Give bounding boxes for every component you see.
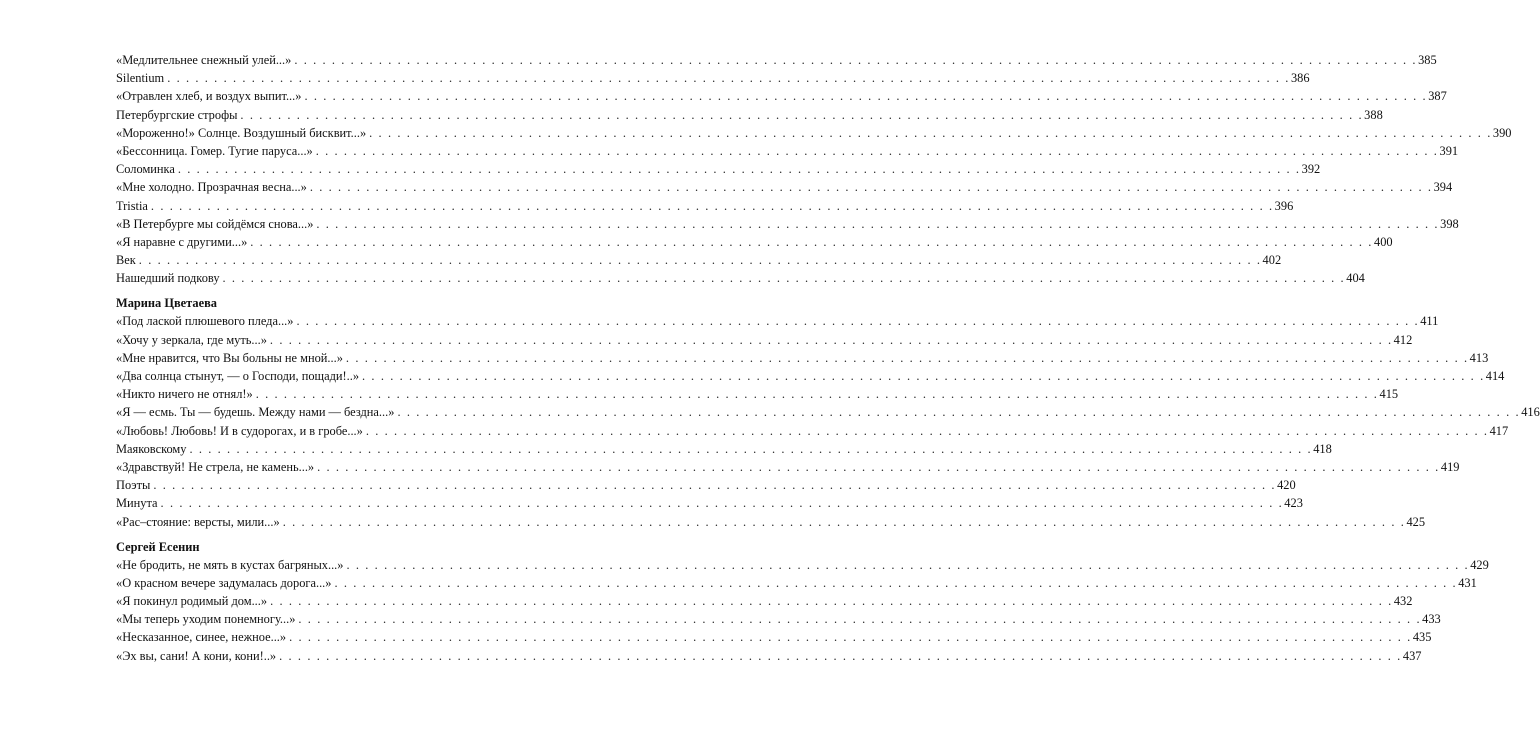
entry-title: Tristia xyxy=(116,198,148,213)
entry-title: «Я — есмь. Ты — будешь. Между нами — бездна...» xyxy=(116,405,395,420)
entry-page-number: 404 xyxy=(1346,271,1365,286)
entry-page-number: 433 xyxy=(1422,612,1441,627)
entry-title: «Не бродить, не мять в кустах багряных...» xyxy=(116,557,344,572)
entry-title: «Под лаской плюшевого пледа...» xyxy=(116,314,294,329)
entry-title: «Никто ничего не отнял!» xyxy=(116,387,253,402)
section-heading: Сергей Есенин xyxy=(116,539,200,554)
entry-title: Нашедший подкову xyxy=(116,271,220,286)
dot-leader: . . . . . . . . . . . . . . . . . . . . . . . . . . . . . . . . . . . . . . . . . . . . . . . . . . . . . . . . . . . . . . . . . . . . . . . . . . . . . . . . . . . . . . . . . . . . . . . . . . . . . . . . . . . . . . . . . . . . . . . . xyxy=(167,71,1290,86)
toc-entry xyxy=(116,124,1512,142)
toc-entry xyxy=(116,403,1540,421)
toc-entry xyxy=(116,422,1509,440)
entry-title: Петербургские строфы xyxy=(116,107,238,122)
dot-leader: . . . . . . . . . . . . . . . . . . . . . . . . . . . . . . . . . . . . . . . . . . . . . . . . . . . . . . . . . . . . . . . . . . . . . . . . . . . . . . . . . . . . . . . . . . . . . . . . . . . . . . . . . . . . . . . . . . . . . . . . xyxy=(177,162,1301,177)
entry-title: Silentium xyxy=(116,71,165,86)
toc-entry xyxy=(116,556,1489,574)
dot-leader: . . . . . . . . . . . . . . . . . . . . . . . . . . . . . . . . . . . . . . . . . . . . . . . . . . . . . . . . . . . . . . . . . . . . . . . . . . . . . . . . . . . . . . . . . . . . . . . . . . . . . . . . . . . . . . . . . . . . . . . . xyxy=(282,514,1406,529)
entry-page-number: 414 xyxy=(1485,369,1505,383)
toc-entry xyxy=(116,160,1321,178)
toc-entry xyxy=(116,106,1383,124)
entry-title: «Рас–стояние: версты, мили...» xyxy=(116,514,280,529)
entry-page-number: 429 xyxy=(1470,557,1489,572)
dot-leader: . . . . . . . . . . . . . . . . . . . . . . . . . . . . . . . . . . . . . . . . . . . . . . . . . . . . . . . . . . . . . . . . . . . . . . . . . . . . . . . . . . . . . . . . . . . . . . . . . . . . . . . . . . . . . . . . . . . . . . . . xyxy=(298,612,1422,627)
entry-page-number: 420 xyxy=(1277,478,1296,493)
entry-title: «В Петербурге мы сойдёмся снова...» xyxy=(116,216,314,231)
entry-page-number: 385 xyxy=(1418,53,1437,67)
dot-leader: . . . . . . . . . . . . . . . . . . . . . . . . . . . . . . . . . . . . . . . . . . . . . . . . . . . . . . . . . . . . . . . . . . . . . . . . . . . . . . . . . . . . . . . . . . . . . . . . . . . . . . . . . . . . . . . . . . . . . . . . xyxy=(222,271,1346,286)
toc-entry xyxy=(116,87,1447,105)
entry-title: «Медлительнее снежный улей...» xyxy=(116,53,292,67)
entry-title: «Здравствуй! Не стрела, не камень...» xyxy=(116,459,315,474)
dot-leader: . . . . . . . . . . . . . . . . . . . . . . . . . . . . . . . . . . . . . . . . . . . . . . . . . . . . . . . . . . . . . . . . . . . . . . . . . . . . . . . . . . . . . . . . . . . . . . . . . . . . . . . . . . . . . . . . . . . . . . . . xyxy=(289,630,1412,645)
toc-entry xyxy=(116,574,1477,592)
toc-entry xyxy=(116,251,1282,269)
entry-page-number: 437 xyxy=(1402,648,1422,663)
entry-title: «Я покинул родимый дом...» xyxy=(116,594,268,609)
entry-page-number: 431 xyxy=(1458,575,1477,590)
entry-page-number: 386 xyxy=(1290,71,1310,86)
entry-title: «Мне нравится, что Вы больны не мной...» xyxy=(116,350,343,365)
entry-page-number: 387 xyxy=(1428,89,1447,104)
toc-entry xyxy=(116,494,1303,512)
dot-leader: . . . . . . . . . . . . . . . . . . . . . . . . . . . . . . . . . . . . . . . . . . . . . . . . . . . . . . . . . . . . . . . . . . . . . . . . . . . . . . . . . . . . . . . . . . . . . . . . . . . . . . . . . . . . . . . . . . . . . . . . xyxy=(250,234,1374,249)
table-of-contents xyxy=(116,51,1540,665)
entry-title: «Мы теперь уходим понемногу...» xyxy=(116,612,296,627)
toc-entry xyxy=(116,349,1489,367)
entry-page-number: 425 xyxy=(1406,514,1426,529)
toc-entry xyxy=(116,592,1413,610)
entry-page-number: 411 xyxy=(1420,314,1439,329)
entry-page-number: 396 xyxy=(1274,198,1294,213)
dot-leader: . . . . . . . . . . . . . . . . . . . . . . . . . . . . . . . . . . . . . . . . . . . . . . . . . . . . . . . . . . . . . . . . . . . . . . . . . . . . . . . . . . . . . . . . . . . . . . . . . . . . . . . . . . . . . . . . . . . . . . . . xyxy=(189,441,1313,456)
entry-page-number: 392 xyxy=(1301,162,1321,177)
toc-entry xyxy=(116,51,1437,69)
toc-entry xyxy=(116,440,1332,458)
dot-leader: . . . . . . . . . . . . . . . . . . . . . . . . . . . . . . . . . . . . . . . . . . . . . . . . . . . . . . . . . . . . . . . . . . . . . . . . . . . . . . . . . . . . . . . . . . . . . . . . . . . . . . . . . . . . . . . . . . . . . . . . xyxy=(269,332,1393,347)
toc-entry xyxy=(116,178,1453,196)
entry-title: «Несказанное, синее, нежное...» xyxy=(116,630,287,645)
entry-title: «Хочу у зеркала, где муть...» xyxy=(116,332,267,347)
dot-leader: . . . . . . . . . . . . . . . . . . . . . . . . . . . . . . . . . . . . . . . . . . . . . . . . . . . . . . . . . . . . . . . . . . . . . . . . . . . . . . . . . . . . . . . . . . . . . . . . . . . . . . . . . . . . . . . . . . . . . . . . xyxy=(279,648,1402,663)
dot-leader: . . . . . . . . . . . . . . . . . . . . . . . . . . . . . . . . . . . . . . . . . . . . . . . . . . . . . . . . . . . . . . . . . . . . . . . . . . . . . . . . . . . . . . . . . . . . . . . . . . . . . . . . . . . . . . . . . . . . . . . . xyxy=(304,89,1428,104)
dot-leader: . . . . . . . . . . . . . . . . . . . . . . . . . . . . . . . . . . . . . . . . . . . . . . . . . . . . . . . . . . . . . . . . . . . . . . . . . . . . . . . . . . . . . . . . . . . . . . . . . . . . . . . . . . . . . . . . . . . . . . . . xyxy=(138,253,1262,268)
entry-page-number: 398 xyxy=(1440,216,1459,231)
dot-leader: . . . . . . . . . . . . . . . . . . . . . . . . . . . . . . . . . . . . . . . . . . . . . . . . . . . . . . . . . . . . . . . . . . . . . . . . . . . . . . . . . . . . . . . . . . . . . . . . . . . . . . . . . . . . . . . . . . . . . . . . xyxy=(365,423,1489,438)
dot-leader: . . . . . . . . . . . . . . . . . . . . . . . . . . . . . . . . . . . . . . . . . . . . . . . . . . . . . . . . . . . . . . . . . . . . . . . . . . . . . . . . . . . . . . . . . . . . . . . . . . . . . . . . . . . . . . . . . . . . . . . . xyxy=(153,478,1277,493)
entry-page-number: 419 xyxy=(1440,459,1460,474)
toc-entry xyxy=(116,197,1294,215)
entry-page-number: 423 xyxy=(1284,496,1303,511)
entry-title: Минута xyxy=(116,496,158,511)
dot-leader: . . . . . . . . . . . . . . . . . . . . . . . . . . . . . . . . . . . . . . . . . . . . . . . . . . . . . . . . . . . . . . . . . . . . . . . . . . . . . . . . . . . . . . . . . . . . . . . . . . . . . . . . . . . . . . . . . . . . . . . . xyxy=(160,496,1284,511)
entry-page-number: 388 xyxy=(1364,107,1383,122)
toc-entry xyxy=(116,513,1426,531)
entry-page-number: 400 xyxy=(1374,234,1393,249)
dot-leader: . . . . . . . . . . . . . . . . . . . . . . . . . . . . . . . . . . . . . . . . . . . . . . . . . . . . . . . . . . . . . . . . . . . . . . . . . . . . . . . . . . . . . . . . . . . . . . . . . . . . . . . . . . . . . . . . . . . . . . . . xyxy=(150,198,1274,213)
toc-entry xyxy=(116,385,1399,403)
dot-leader: . . . . . . . . . . . . . . . . . . . . . . . . . . . . . . . . . . . . . . . . . . . . . . . . . . . . . . . . . . . . . . . . . . . . . . . . . . . . . . . . . . . . . . . . . . . . . . . . . . . . . . . . . . . . . . . . . . . . . . . . xyxy=(334,575,1458,590)
dot-leader: . . . . . . . . . . . . . . . . . . . . . . . . . . . . . . . . . . . . . . . . . . . . . . . . . . . . . . . . . . . . . . . . . . . . . . . . . . . . . . . . . . . . . . . . . . . . . . . . . . . . . . . . . . . . . . . . . . . . . . . . xyxy=(294,53,1418,67)
toc-entry xyxy=(116,458,1460,476)
dot-leader: . . . . . . . . . . . . . . . . . . . . . . . . . . . . . . . . . . . . . . . . . . . . . . . . . . . . . . . . . . . . . . . . . . . . . . . . . . . . . . . . . . . . . . . . . . . . . . . . . . . . . . . . . . . . . . . . . . . . . . . . xyxy=(315,143,1439,158)
toc-entry xyxy=(116,69,1310,87)
entry-page-number: 432 xyxy=(1393,594,1413,609)
toc-entry xyxy=(116,610,1441,628)
entry-page-number: 417 xyxy=(1489,423,1509,438)
section-heading: Марина Цветаева xyxy=(116,296,218,311)
dot-leader: . . . . . . . . . . . . . . . . . . . . . . . . . . . . . . . . . . . . . . . . . . . . . . . . . . . . . . . . . . . . . . . . . . . . . . . . . . . . . . . . . . . . . . . . . . . . . . . . . . . . . . . . . . . . . . . . . . . . . . . . xyxy=(296,314,1420,329)
entry-title: «Я наравне с другими...» xyxy=(116,234,248,249)
entry-title: Поэты xyxy=(116,478,151,493)
dot-leader: . . . . . . . . . . . . . . . . . . . . . . . . . . . . . . . . . . . . . . . . . . . . . . . . . . . . . . . . . . . . . . . . . . . . . . . . . . . . . . . . . . . . . . . . . . . . . . . . . . . . . . . . . . . . . . . . . . . . . . . . xyxy=(346,557,1470,572)
dot-leader: . . . . . . . . . . . . . . . . . . . . . . . . . . . . . . . . . . . . . . . . . . . . . . . . . . . . . . . . . . . . . . . . . . . . . . . . . . . . . . . . . . . . . . . . . . . . . . . . . . . . . . . . . . . . . . . . . . . . . . . . xyxy=(369,125,1492,140)
entry-page-number: 390 xyxy=(1492,125,1512,140)
toc-entry xyxy=(116,269,1365,287)
toc-entry xyxy=(116,476,1296,494)
entry-page-number: 418 xyxy=(1313,441,1332,456)
toc-entry xyxy=(116,142,1459,160)
dot-leader: . . . . . . . . . . . . . . . . . . . . . . . . . . . . . . . . . . . . . . . . . . . . . . . . . . . . . . . . . . . . . . . . . . . . . . . . . . . . . . . . . . . . . . . . . . . . . . . . . . . . . . . . . . . . . . . . . . . . . . . . xyxy=(345,350,1469,365)
toc-entry xyxy=(116,331,1413,349)
entry-page-number: 415 xyxy=(1379,387,1399,402)
entry-title: «Два солнца стынут, — о Господи, пощади!..» xyxy=(116,369,360,383)
entry-page-number: 435 xyxy=(1412,630,1432,645)
entry-page-number: 413 xyxy=(1469,350,1489,365)
entry-title: «Мороженно!» Солнце. Воздушный бисквит...» xyxy=(116,125,367,140)
entry-title: «Мне холодно. Прозрачная весна...» xyxy=(116,180,307,195)
toc-entry xyxy=(116,367,1505,385)
toc-entry xyxy=(116,215,1459,233)
entry-page-number: 394 xyxy=(1433,180,1453,195)
entry-title: «Отравлен хлеб, и воздух выпит...» xyxy=(116,89,302,104)
entry-title: Маяковскому xyxy=(116,441,187,456)
toc-entry xyxy=(116,233,1393,251)
toc-entry xyxy=(116,628,1432,646)
dot-leader: . . . . . . . . . . . . . . . . . . . . . . . . . . . . . . . . . . . . . . . . . . . . . . . . . . . . . . . . . . . . . . . . . . . . . . . . . . . . . . . . . . . . . . . . . . . . . . . . . . . . . . . . . . . . . . . . . . . . . . . . xyxy=(309,180,1433,195)
entry-page-number: 412 xyxy=(1393,332,1413,347)
dot-leader: . . . . . . . . . . . . . . . . . . . . . . . . . . . . . . . . . . . . . . . . . . . . . . . . . . . . . . . . . . . . . . . . . . . . . . . . . . . . . . . . . . . . . . . . . . . . . . . . . . . . . . . . . . . . . . . . . . . . . . . . xyxy=(316,216,1440,231)
dot-leader: . . . . . . . . . . . . . . . . . . . . . . . . . . . . . . . . . . . . . . . . . . . . . . . . . . . . . . . . . . . . . . . . . . . . . . . . . . . . . . . . . . . . . . . . . . . . . . . . . . . . . . . . . . . . . . . . . . . . . . . . xyxy=(317,459,1440,474)
dot-leader: . . . . . . . . . . . . . . . . . . . . . . . . . . . . . . . . . . . . . . . . . . . . . . . . . . . . . . . . . . . . . . . . . . . . . . . . . . . . . . . . . . . . . . . . . . . . . . . . . . . . . . . . . . . . . . . . . . . . . . . . xyxy=(362,369,1485,383)
toc-entry xyxy=(116,647,1422,665)
entry-title: «Эх вы, сани! А кони, кони!..» xyxy=(116,648,277,663)
dot-leader: . . . . . . . . . . . . . . . . . . . . . . . . . . . . . . . . . . . . . . . . . . . . . . . . . . . . . . . . . . . . . . . . . . . . . . . . . . . . . . . . . . . . . . . . . . . . . . . . . . . . . . . . . . . . . . . . . . . . . . . . xyxy=(255,387,1379,402)
dot-leader: . . . . . . . . . . . . . . . . . . . . . . . . . . . . . . . . . . . . . . . . . . . . . . . . . . . . . . . . . . . . . . . . . . . . . . . . . . . . . . . . . . . . . . . . . . . . . . . . . . . . . . . . . . . . . . . . . . . . . . . . xyxy=(270,594,1393,609)
entry-title: «Бессонница. Гомер. Тугие паруса...» xyxy=(116,143,313,158)
entry-title: Соломинка xyxy=(116,162,175,177)
entry-title: «О красном вечере задумалась дорога...» xyxy=(116,575,332,590)
entry-title: Век xyxy=(116,253,136,268)
entry-page-number: 391 xyxy=(1439,143,1459,158)
toc-entry xyxy=(116,312,1439,330)
entry-title: «Любовь! Любовь! И в судорогах, и в гробе...» xyxy=(116,423,363,438)
dot-leader: . . . . . . . . . . . . . . . . . . . . . . . . . . . . . . . . . . . . . . . . . . . . . . . . . . . . . . . . . . . . . . . . . . . . . . . . . . . . . . . . . . . . . . . . . . . . . . . . . . . . . . . . . . . . . . . . . . . . . . . . xyxy=(397,405,1521,420)
entry-page-number: 416 xyxy=(1521,405,1540,420)
entry-page-number: 402 xyxy=(1262,253,1282,268)
dot-leader: . . . . . . . . . . . . . . . . . . . . . . . . . . . . . . . . . . . . . . . . . . . . . . . . . . . . . . . . . . . . . . . . . . . . . . . . . . . . . . . . . . . . . . . . . . . . . . . . . . . . . . . . . . . . . . . . . . . . . . . . xyxy=(240,107,1364,122)
